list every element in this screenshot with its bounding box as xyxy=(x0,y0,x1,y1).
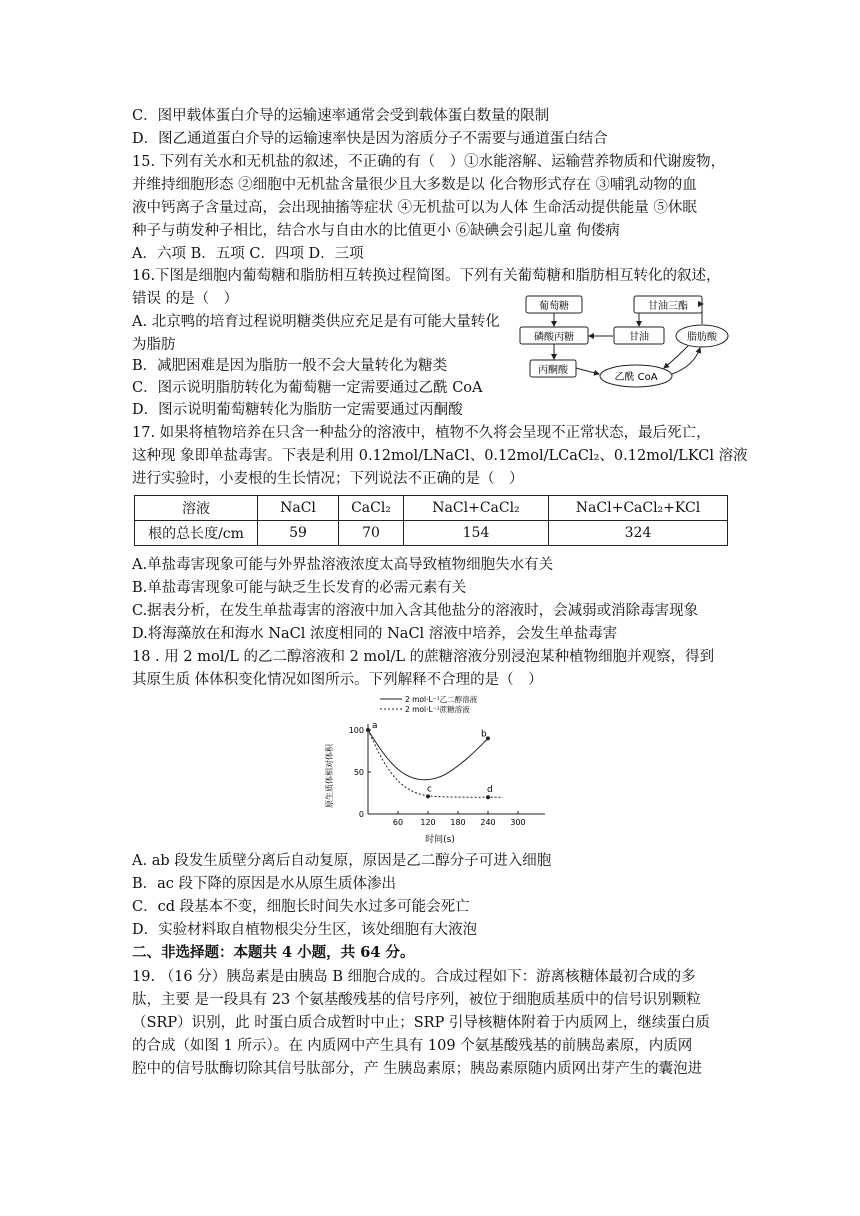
q16-text: 16.下图是细胞内葡萄糖和脂肪相互转换过程简图。下列有关葡萄糖和脂肪相互转化的叙述， xyxy=(132,268,721,284)
q17-text: 进行实验时，小麦根的生长情况；下列说法不正确的是（ ） xyxy=(132,471,524,487)
svg-text:丙酮酸: 丙酮酸 xyxy=(538,365,568,376)
q16-option-d: D．图示说明葡萄糖转化为脂肪一定需要通过丙酮酸 xyxy=(132,402,463,418)
q17-option-a: A.单盐毒害现象可能与外界盐溶液浓度太高导致植物细胞失水有关 xyxy=(132,557,554,573)
q17-option-d: D.将海藻放在和海水 NaCl 浓度相同的 NaCl 溶液中培养，会发生单盐毒害 xyxy=(132,626,618,642)
q15-text: 15. 下列有关水和无机盐的叙述，不正确的有（ ）①水能溶解、运输营养物质和代谢废物， xyxy=(132,154,726,170)
table-cell: 154 xyxy=(404,521,549,546)
q18-option-d: D．实验材料取自植物根尖分生区，该处细胞有大液泡 xyxy=(132,922,478,938)
table-header-row xyxy=(135,496,728,521)
q16-option-c: C．图示说明脂肪转化为葡萄糖一定需要通过乙酰 CoA xyxy=(132,380,483,396)
data-point xyxy=(426,794,430,798)
data-point xyxy=(366,728,370,732)
chart-points xyxy=(366,721,493,799)
acetyl-coa-oval xyxy=(600,365,672,387)
point-label: c xyxy=(427,784,432,795)
glucose-box xyxy=(526,296,582,313)
chart-series xyxy=(368,730,503,797)
table-cell: 324 xyxy=(549,521,728,546)
table-header: 溶液 xyxy=(135,496,258,521)
q19-text: 的合成（如图 1 所示）。在 内质网中产生具有 109 个氨基酸残基的前胰岛素原，内质网 xyxy=(132,1038,693,1054)
fatty-acid-oval xyxy=(676,325,728,347)
q16-option-a: 为脂肪 xyxy=(132,337,176,353)
series-line xyxy=(368,730,503,797)
table-header: NaCl xyxy=(258,496,339,521)
q18-text: 其原生质 体体积变化情况如图所示。下列解释不合理的是（ ） xyxy=(132,672,543,688)
point-label: d xyxy=(487,785,493,796)
salt-toxicity-table xyxy=(134,495,728,546)
y-tick-label: 0 xyxy=(358,810,364,819)
y-tick-label: 50 xyxy=(353,768,364,777)
series-line xyxy=(368,730,488,780)
q17-option-c: C.据表分析，在发生单盐毒害的溶液中加入含其他盐分的溶液时，会减弱或消除毒害现象 xyxy=(132,603,699,619)
x-tick-label: 300 xyxy=(510,818,526,827)
x-tick-label: 60 xyxy=(392,818,404,827)
q18-option-b: B．ac 段下降的原因是水从原生质体渗出 xyxy=(132,876,397,892)
svg-text:脂肪酸: 脂肪酸 xyxy=(687,332,717,343)
option-d-line: D．图乙通道蛋白介导的运输速率快是因为溶质分子不需要与通道蛋白结合 xyxy=(132,131,608,147)
table-header: NaCl+CaCl₂ xyxy=(404,496,549,521)
section-heading: 二、非选择题：本题共 4 小题，共 64 分。 xyxy=(132,944,415,961)
svg-text:葡萄糖: 葡萄糖 xyxy=(539,301,569,312)
table-row-label: 根的总长度/cm xyxy=(135,521,258,546)
point-label: b xyxy=(481,729,487,740)
glucose-fat-conversion-diagram xyxy=(516,294,732,396)
data-point xyxy=(486,795,490,799)
legend-label: 2 mol·L⁻¹乙二醇溶液 xyxy=(405,695,478,704)
q18-text: 18 . 用 2 mol/L 的乙二醇溶液和 2 mol/L 的蔗糖溶液分别浸泡某种植物细胞并观察，得到 xyxy=(132,649,715,665)
q16-option-a: A. 北京鸭的培育过程说明糖类供应充足是有可能大量转化 xyxy=(132,314,500,330)
q16-text: 错误 的是（ ） xyxy=(132,291,239,307)
q19-text: 腔中的信号肽酶切除其信号肽部分，产 生胰岛素原；胰岛素原随内质网出芽产生的囊泡进 xyxy=(132,1061,703,1077)
q15-text: 种子与萌发种子相比，结合水与自由水的比值更小 ⑥缺碘会引起儿童 佝偻病 xyxy=(132,223,620,239)
q17-option-b: B.单盐毒害现象可能与缺乏生长发育的必需元素有关 xyxy=(132,580,467,596)
pyruvate-box xyxy=(530,360,576,377)
x-axis-label: 时间(s) xyxy=(425,835,455,845)
q19-text: （SRP）识别，此 时蛋白质合成暂时中止；SRP 引导核糖体附着于内质网上，继续蛋白质 xyxy=(132,1015,710,1031)
q17-text: 17. 如果将植物培养在只含一种盐分的溶液中，植物不久将会呈现不正常状态，最后死亡， xyxy=(132,425,711,441)
y-axis-label: 原生质体相对体积 xyxy=(325,744,334,808)
q15-text: 并维持细胞形态 ②细胞中无机盐含量很少且大多数是以 化合物形式存在 ③哺乳动物的血 xyxy=(132,177,697,193)
g3p-box xyxy=(520,327,588,344)
q18-option-a: A. ab 段发生质壁分离后自动复原，原因是乙二醇分子可进入细胞 xyxy=(132,853,552,869)
x-tick-label: 120 xyxy=(420,818,436,827)
q18-option-c: C．cd 段基本不变，细胞长时间失水过多可能会死亡 xyxy=(132,899,470,915)
protoplast-volume-chart xyxy=(320,694,550,846)
q16-option-b: B．减肥困难是因为脂肪一般不会大量转化为糖类 xyxy=(132,358,448,374)
legend-label: 2 mol·L⁻¹蔗糖溶液 xyxy=(405,705,470,714)
svg-text:甘油三酯: 甘油三酯 xyxy=(648,301,688,312)
option-c-line: C．图甲载体蛋白介导的运输速率通常会受到载体蛋白数量的限制 xyxy=(132,108,550,124)
table-cell: 59 xyxy=(258,521,339,546)
table-header: CaCl₂ xyxy=(339,496,404,521)
x-tick-label: 180 xyxy=(450,818,466,827)
q15-text: 液中钙离子含量过高，会出现抽搐等症状 ④无机盐可以为人体 生命活动提供能量 ⑤休眠 xyxy=(132,200,697,216)
svg-text:乙酰 CoA: 乙酰 CoA xyxy=(614,372,658,383)
table-row xyxy=(135,521,728,546)
table-cell: 70 xyxy=(339,521,404,546)
triglyceride-box xyxy=(634,296,702,313)
glycerol-box xyxy=(614,327,664,344)
svg-text:甘油: 甘油 xyxy=(629,332,649,343)
q15-options: A．六项 B．五项 C．四项 D．三项 xyxy=(132,246,364,262)
table-header: NaCl+CaCl₂+KCl xyxy=(549,496,728,521)
point-label: a xyxy=(372,721,378,731)
svg-text:磷酸丙糖: 磷酸丙糖 xyxy=(534,332,574,343)
chart-legend xyxy=(380,694,478,714)
y-tick-label: 100 xyxy=(348,726,364,735)
q19-text: 肽，主要 是一段具有 23 个氨基酸残基的信号序列，被位于细胞质基质中的信号识别颗粒 xyxy=(132,992,701,1008)
q19-text: 19. （16 分）胰岛素是由胰岛 B 细胞合成的。合成过程如下：游离核糖体最初合成的多 xyxy=(132,969,696,985)
x-tick-label: 240 xyxy=(480,818,496,827)
q17-text: 这种现 象即单盐毒害。下表是利用 0.12mol/LNaCl、0.12mol/LCaCl₂、0.12mol/LKCl 溶液 xyxy=(132,448,748,464)
